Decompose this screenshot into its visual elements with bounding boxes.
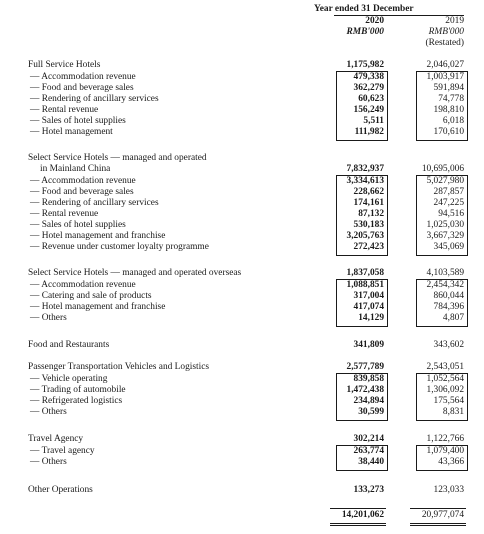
- line-item-label: — Sales of hotel supplies: [30, 220, 126, 231]
- line-item-2020: 174,161: [353, 198, 384, 208]
- line-item-label: — Accommodation revenue: [30, 280, 136, 291]
- line-item-2019: 1,003,917: [426, 72, 464, 82]
- section-total-2019: 4,103,589: [426, 268, 464, 278]
- line-item-label: — Accommodation revenue: [30, 176, 136, 187]
- section-title: Select Service Hotels — managed and operated overseas: [28, 268, 242, 278]
- section-total-2019: 2,046,027: [426, 60, 464, 70]
- line-item-2019: 74,778: [438, 94, 464, 104]
- unit-2019: RMB'000: [428, 27, 464, 37]
- grand-total-2020: 14,201,062: [341, 510, 384, 520]
- line-item-2019: 5,027,980: [426, 176, 464, 186]
- line-item-label: — Sales of hotel supplies: [30, 116, 126, 127]
- line-item-label: — Trading of automobile: [30, 385, 126, 396]
- line-item-2019: 784,396: [433, 302, 464, 312]
- period-heading: Year ended 31 December: [314, 4, 414, 14]
- line-item-2020: 30,599: [358, 407, 384, 417]
- line-item-2019: 3,667,329: [426, 231, 464, 241]
- grand-total-2019: 20,977,074: [421, 510, 464, 520]
- section-total-2020: 1,175,982: [346, 60, 384, 70]
- line-item-label: — Food and beverage sales: [30, 187, 134, 198]
- line-item-2019: 94,516: [438, 209, 464, 219]
- section-title: Full Service Hotels: [28, 60, 101, 70]
- total-rule-2020: [330, 508, 386, 509]
- line-item-2019: 2,454,342: [426, 280, 464, 290]
- section-total-2020: 7,832,937: [346, 164, 384, 174]
- line-item-2020: 479,338: [353, 72, 384, 82]
- line-item-2020: 1,088,851: [346, 280, 384, 290]
- line-item-2019: 1,306,092: [426, 385, 464, 395]
- line-item-2020: 263,774: [353, 446, 384, 456]
- total-double-rule-2020-a: [330, 523, 386, 524]
- line-item-label: — Vehicle operating: [30, 374, 107, 385]
- line-item-label: — Hotel management: [30, 127, 113, 138]
- line-item-2019: 287,857: [433, 187, 464, 197]
- section-title: Other Operations: [28, 485, 93, 495]
- line-item-label: — Catering and sale of products: [30, 291, 152, 302]
- line-item-2020: 272,423: [353, 242, 384, 252]
- line-item-2019: 43,366: [438, 457, 464, 467]
- line-item-2019: 1,079,400: [426, 446, 464, 456]
- section-total-2019: 343,602: [433, 340, 464, 350]
- line-item-2020: 87,132: [358, 209, 384, 219]
- line-item-2020: 317,004: [353, 291, 384, 301]
- restated-note: (Restated): [425, 38, 464, 48]
- line-item-label: — Refrigerated logistics: [30, 396, 122, 407]
- line-item-label: — Others: [30, 407, 67, 418]
- line-item-2020: 417,074: [353, 302, 384, 312]
- total-double-rule-2019-b: [410, 525, 466, 526]
- line-item-2020: 14,129: [358, 313, 384, 323]
- total-double-rule-2019-a: [410, 523, 466, 524]
- line-item-2019: 8,831: [442, 407, 464, 417]
- unit-2020: RMB'000: [346, 27, 384, 37]
- section-total-2019: 123,033: [433, 485, 464, 495]
- line-item-label: — Others: [30, 313, 67, 324]
- line-item-2019: 1,025,030: [426, 220, 464, 230]
- line-item-label: — Hotel management and franchise: [30, 302, 165, 313]
- line-item-label: — Rendering of ancillary services: [30, 94, 159, 105]
- double-underline: [416, 420, 466, 421]
- line-item-2019: 591,894: [433, 83, 464, 93]
- line-item-2019: 198,810: [433, 105, 464, 115]
- line-item-2020: 38,440: [358, 457, 384, 467]
- col-2019-heading: 2019: [445, 16, 464, 26]
- line-item-label: — Food and beverage sales: [30, 83, 134, 94]
- line-item-2020: 234,894: [353, 396, 384, 406]
- line-item-2020: 362,279: [353, 83, 384, 93]
- line-item-label: — Others: [30, 457, 67, 468]
- line-item-2020: 1,472,438: [346, 385, 384, 395]
- line-item-label: — Revenue under customer loyalty programme: [30, 242, 209, 253]
- line-item-label: — Travel agency: [30, 446, 95, 457]
- line-item-2020: 156,249: [353, 105, 384, 115]
- line-item-2019: 170,610: [433, 127, 464, 137]
- section-title: Travel Agency: [28, 434, 84, 444]
- line-item-2020: 839,858: [353, 374, 384, 384]
- line-item-2019: 175,564: [433, 396, 464, 406]
- section-total-2019: 1,122,766: [426, 434, 464, 444]
- line-item-2020: 3,205,763: [346, 231, 384, 241]
- line-item-2019: 1,052,564: [426, 374, 464, 384]
- section-title: Select Service Hotels — managed and operated: [28, 153, 207, 163]
- total-double-rule-2020-b: [330, 525, 386, 526]
- line-item-label: — Rendering of ancillary services: [30, 198, 159, 209]
- line-item-2019: 345,069: [433, 242, 464, 252]
- line-item-2019: 4,807: [442, 313, 464, 323]
- line-item-label: — Hotel management and franchise: [30, 231, 165, 242]
- line-item-label: — Accommodation revenue: [30, 72, 136, 83]
- section-title: Passenger Transportation Vehicles and Logistics: [28, 362, 210, 372]
- line-item-2020: 3,334,613: [346, 176, 384, 186]
- section-title-cont: in Mainland China: [40, 164, 111, 174]
- line-item-label: — Rental revenue: [30, 105, 98, 116]
- section-total-2020: 1,837,058: [346, 268, 384, 278]
- line-item-2019: 860,044: [433, 291, 464, 301]
- col-2020-heading: 2020: [365, 16, 384, 26]
- section-total-2020: 2,577,789: [346, 362, 384, 372]
- line-item-2020: 530,183: [353, 220, 384, 230]
- line-item-2019: 247,225: [433, 198, 464, 208]
- section-total-2019: 10,695,006: [421, 164, 464, 174]
- line-item-2020: 5,511: [363, 116, 384, 126]
- line-item-2020: 111,982: [354, 127, 384, 137]
- line-item-label: — Rental revenue: [30, 209, 98, 220]
- section-total-2019: 2,543,051: [426, 362, 464, 372]
- line-item-2020: 228,662: [353, 187, 384, 197]
- section-total-2020: 133,273: [353, 485, 384, 495]
- total-rule-2019: [410, 508, 466, 509]
- section-total-2020: 302,214: [353, 434, 384, 444]
- section-total-2020: 341,809: [353, 340, 384, 350]
- section-title: Food and Restaurants: [28, 340, 110, 350]
- line-item-2019: 6,018: [442, 116, 464, 126]
- line-item-2020: 60,623: [358, 94, 384, 104]
